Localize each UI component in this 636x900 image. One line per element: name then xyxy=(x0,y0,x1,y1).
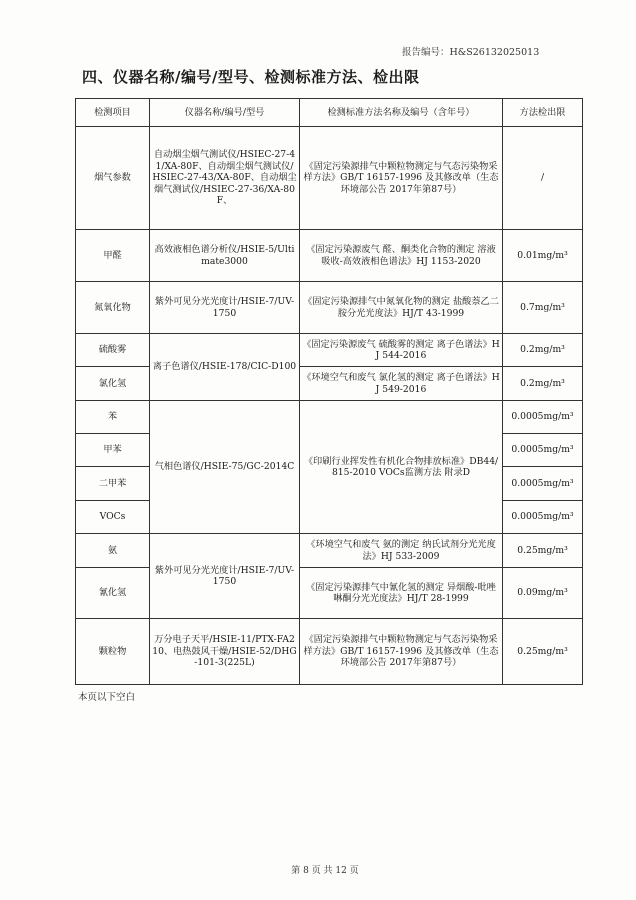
instrument-cell: 离子色谱仪/HSIE-178/CIC-D100 xyxy=(150,334,300,401)
col-header-instrument: 仪器名称/编号/型号 xyxy=(150,99,300,127)
item-cell: 烟气参数 xyxy=(76,127,150,230)
item-cell: 氨 xyxy=(76,534,150,568)
table-header-row xyxy=(76,99,583,127)
limit-cell: 0.25mg/m³ xyxy=(503,619,583,685)
method-cell: 《印刷行业挥发性有机化合物排放标准》DB44/815-2010 VOCs监测方法 附录D xyxy=(300,401,503,534)
item-cell: 甲苯 xyxy=(76,434,150,467)
limit-cell: 0.2mg/m³ xyxy=(503,367,583,401)
method-cell: 《环境空气和废气 氯化氢的测定 离子色谱法》HJ 549-2016 xyxy=(300,367,503,401)
limit-cell: 0.0005mg/m³ xyxy=(503,467,583,501)
method-cell: 《固定污染源排气中氮氧化物的测定 盐酸萘乙二胺分光光度法》HJ/T 43-1999 xyxy=(300,282,503,334)
limit-cell: / xyxy=(503,127,583,230)
table-row xyxy=(76,230,583,282)
limit-cell: 0.0005mg/m³ xyxy=(503,501,583,534)
item-cell: 苯 xyxy=(76,401,150,434)
method-cell: 《固定污染源排气中颗粒物测定与气态污染物采样方法》GB/T 16157-1996 及其修改单（生态环境部公告 2017年第87号） xyxy=(300,127,503,230)
item-cell: 氯化氢 xyxy=(76,367,150,401)
limit-cell: 0.2mg/m³ xyxy=(503,334,583,367)
table-row xyxy=(76,127,583,230)
instrument-cell: 气相色谱仪/HSIE-75/GC-2014C xyxy=(150,401,300,534)
instrument-cell: 紫外可见分光光度计/HSIE-7/UV-1750 xyxy=(150,282,300,334)
method-cell: 《环境空气和废气 氨的测定 纳氏试剂分光光度法》HJ 533-2009 xyxy=(300,534,503,568)
item-cell: VOCs xyxy=(76,501,150,534)
limit-cell: 0.09mg/m³ xyxy=(503,568,583,619)
limit-cell: 0.0005mg/m³ xyxy=(503,401,583,434)
instrument-cell: 万分电子天平/HSIE-11/PTX-FA210、电热鼓风干燥/HSIE-52/DHG-101-3(225L) xyxy=(150,619,300,685)
item-cell: 二甲苯 xyxy=(76,467,150,501)
instrument-cell: 紫外可见分光光度计/HSIE-7/UV-1750 xyxy=(150,534,300,619)
limit-cell: 0.01mg/m³ xyxy=(503,230,583,282)
method-cell: 《固定污染源废气 醛、酮类化合物的测定 溶液吸收-高效液相色谱法》HJ 1153-2020 xyxy=(300,230,503,282)
item-cell: 氮氧化物 xyxy=(76,282,150,334)
item-cell: 甲醛 xyxy=(76,230,150,282)
instrument-cell: 高效液相色谱分析仪/HSIE-5/Ultimate3000 xyxy=(150,230,300,282)
report-number: 报告编号：H&S26132025013 xyxy=(402,47,540,58)
page-number: 第 8 页 共 12 页 xyxy=(291,866,359,876)
table-row xyxy=(76,534,583,568)
limit-cell: 0.7mg/m³ xyxy=(503,282,583,334)
limit-cell: 0.25mg/m³ xyxy=(503,534,583,568)
item-cell: 氰化氢 xyxy=(76,568,150,619)
method-cell: 《固定污染源排气中氰化氢的测定 异烟酸-吡唑啉酮分光光度法》HJ/T 28-1999 xyxy=(300,568,503,619)
method-cell: 《固定污染源排气中颗粒物测定与气态污染物采样方法》GB/T 16157-1996 及其修改单（生态环境部公告 2017年第87号） xyxy=(300,619,503,685)
method-cell: 《固定污染源废气 硫酸雾的测定 离子色谱法》HJ 544-2016 xyxy=(300,334,503,367)
table-row xyxy=(76,282,583,334)
limit-cell: 0.0005mg/m³ xyxy=(503,434,583,467)
instrument-cell xyxy=(150,127,300,230)
instrument-method-table xyxy=(75,98,583,685)
instrument-text: 自动烟尘烟气测试仪/HSIEC-27-41/XA-80F、自动烟尘烟气测试仪/HSIEC-27-43/XA-80F、自动烟尘烟气测试仪/HSIEC-27-36/XA-80F、 xyxy=(152,149,297,207)
col-header-limit: 方法检出限 xyxy=(503,99,583,127)
item-cell: 颗粒物 xyxy=(76,619,150,685)
blank-below-note: 本页以下空白 xyxy=(78,692,136,703)
item-cell: 硫酸雾 xyxy=(76,334,150,367)
table-row xyxy=(76,334,583,367)
col-header-method: 检测标准方法名称及编号（含年号） xyxy=(300,99,503,127)
table-row xyxy=(76,401,583,434)
section-title: 四、仪器名称/编号/型号、检测标准方法、检出限 xyxy=(82,68,420,86)
table-row xyxy=(76,619,583,685)
col-header-item: 检测项目 xyxy=(76,99,150,127)
